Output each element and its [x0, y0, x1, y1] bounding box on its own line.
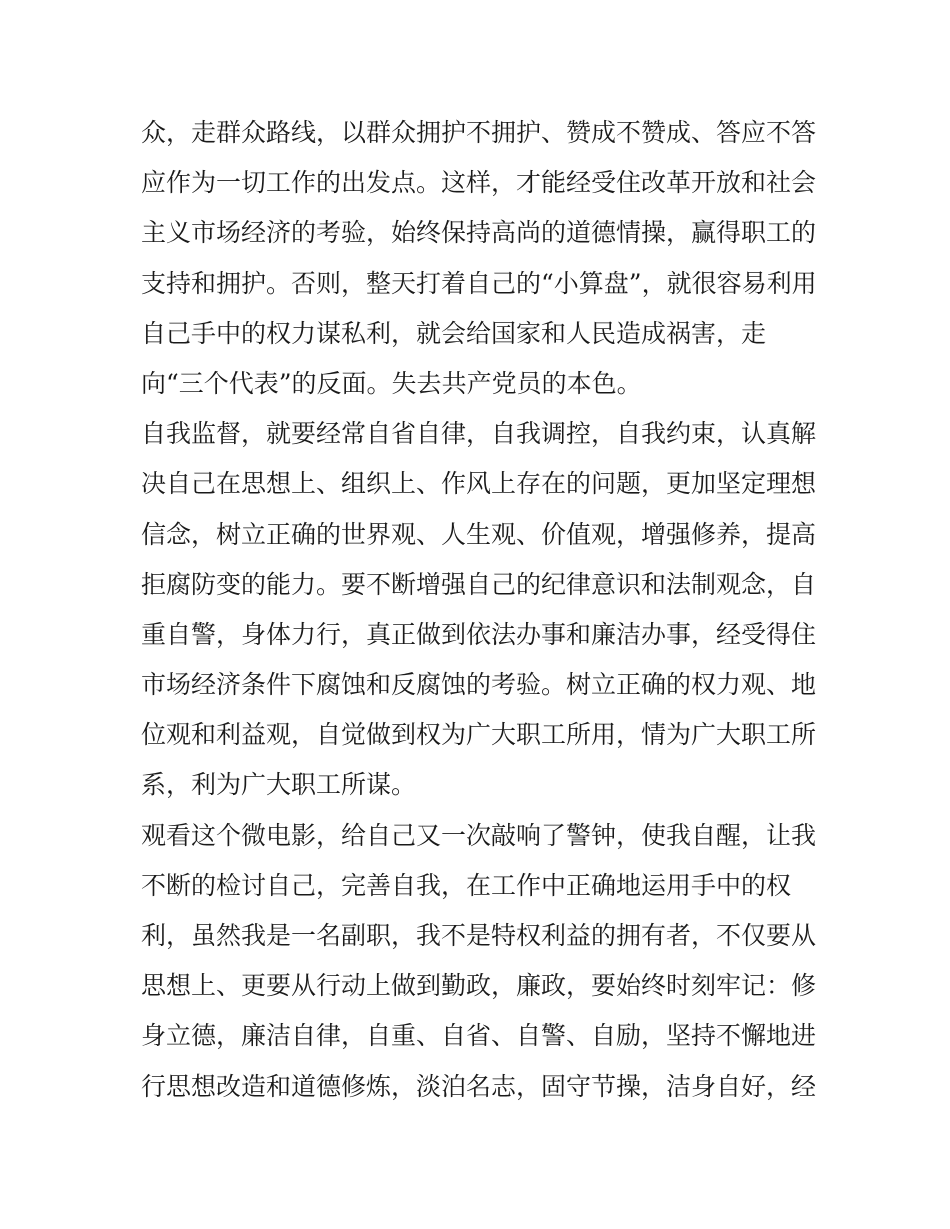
- text-line-11: 重自警，身体力行，真正做到依法办事和廉洁办事，经受得住: [141, 619, 817, 649]
- text-line-5: 自己手中的权力谋私利，就会给国家和人民造成祸害，走: [141, 318, 767, 348]
- text-line-20: 行思想改造和道德修炼，淡泊名志，固守节操，洁身自好，经: [141, 1071, 817, 1101]
- text-line-16: 不断的检讨自己，完善自我，在工作中正确地运用手中的权: [141, 870, 792, 900]
- text-line-6: 向“三个代表”的反面。失去共产党员的本色。: [141, 368, 642, 398]
- text-line-8: 决自己在思想上、组织上、作风上存在的问题，更加坚定理想: [141, 469, 817, 499]
- text-line-14: 系，利为广大职工所谋。: [141, 770, 417, 800]
- text-line-17: 利，虽然我是一名副职，我不是特权利益的拥有者，不仅要从: [141, 921, 817, 950]
- text-line-2: 应作为一切工作的出发点。这样，才能经受住改革开放和社会: [141, 168, 817, 198]
- text-line-12: 市场经济条件下腐蚀和反腐蚀的考验。树立正确的权力观、地: [141, 670, 817, 700]
- text-line-7: 自我监督，就要经常自省自律，自我调控，自我约束，认真解: [141, 419, 817, 449]
- text-line-13: 位观和利益观，自觉做到权为广大职工所用，情为广大职工所: [141, 720, 817, 750]
- text-line-10: 拒腐防变的能力。要不断增强自己的纪律意识和法制观念，自: [141, 569, 817, 599]
- text-line-9: 信念，树立正确的世界观、人生观、价值观，增强修养，提高: [141, 519, 817, 549]
- text-line-15: 观看这个微电影，给自己又一次敲响了警钟，使我自醒，让我: [141, 820, 817, 850]
- text-line-1: 众，走群众路线，以群众拥护不拥护、赞成不赞成、答应不答: [141, 118, 817, 147]
- text-line-19: 身立德，廉洁自律，自重、自省、自警、自励，坚持不懈地进: [141, 1021, 817, 1051]
- text-line-18: 思想上、更要从行动上做到勤政，廉政，要始终时刻牢记：修: [141, 971, 817, 1001]
- text-line-3: 主义市场经济的考验，始终保持高尚的道德情操，赢得职工的: [141, 218, 817, 248]
- body-text: [141, 108, 821, 1112]
- text-line-4: 支持和拥护。否则，整天打着自己的“小算盘”，就很容易利用: [141, 268, 817, 298]
